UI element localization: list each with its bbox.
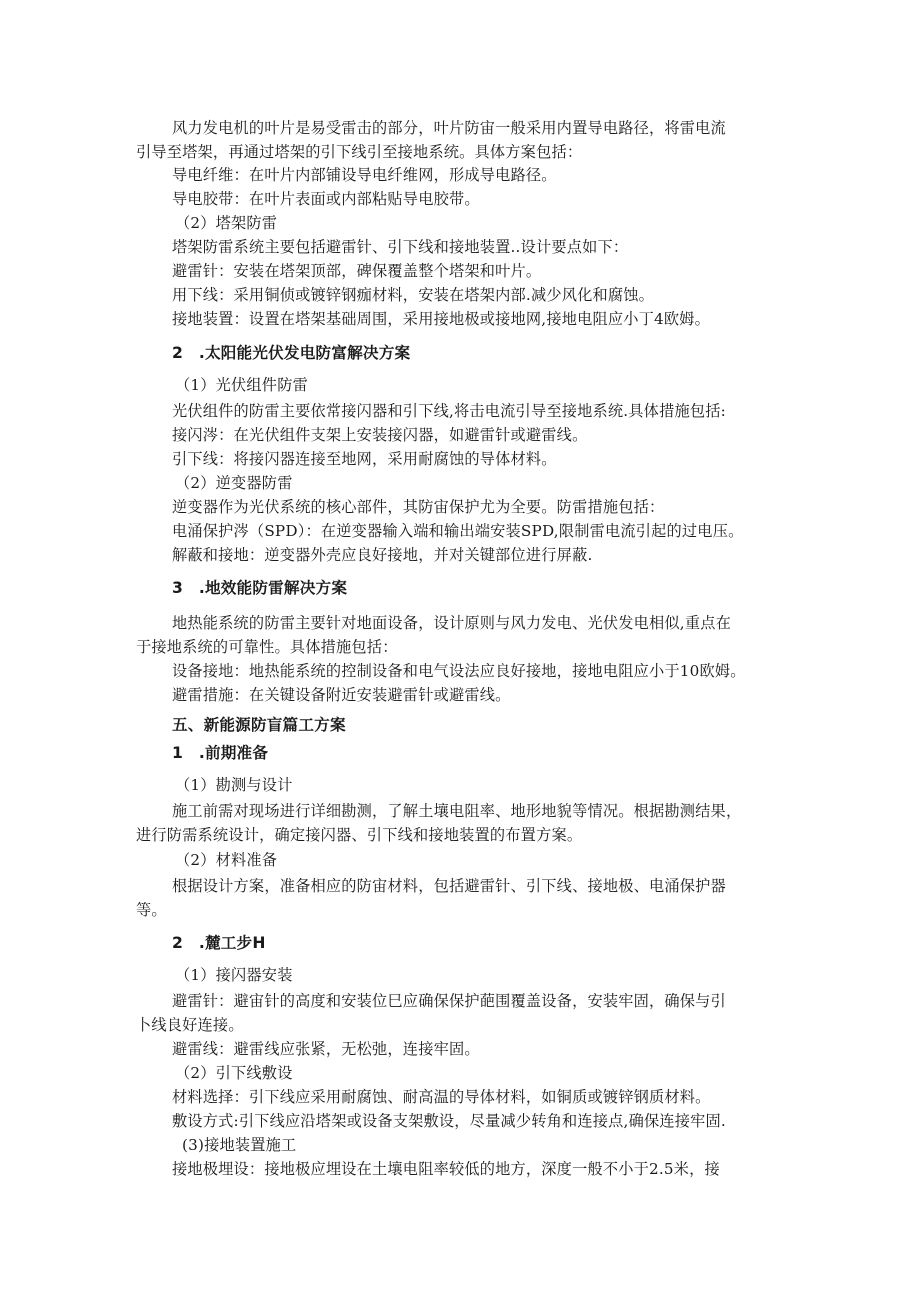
paragraph-line: 引导至塔架，再通过塔架的引下线引至接地系统。具体方案包括： <box>136 143 583 161</box>
paragraph-line: 施工前需对现场进行详细勘测，了解土壤电阻率、地形地貌等情况。根据勘测结果， <box>172 802 742 820</box>
paragraph-line: 敷设方式:引下线应沿塔架或设备支架敷设，尽量减少转角和连接点,确保连接牢固. <box>172 1112 726 1130</box>
paragraph-line: 等。 <box>136 901 167 919</box>
paragraph-line: 电涌保护涔（SPD）：在逆变器输入端和输出端安装SPD,限制雷电流引起的过电压。 <box>172 522 744 540</box>
paragraph-line: 于接地系统的可靠性。具体措施包括： <box>136 638 398 656</box>
subheading: (3)接地装置施工 <box>182 1136 297 1154</box>
paragraph-line: 避雷针：避宙针的高度和安装位巳应确保保护葩围覆盖设备，安装牢固，确保与引 <box>172 992 726 1010</box>
paragraph-line: 设备接地：地热能系统的控制设备和电气设法应良好接地，接地电阻应小于10欧姆。 <box>172 662 746 680</box>
subheading: （1）勘测与设计 <box>175 776 293 794</box>
paragraph-line: 接地极埋设：接地极应埋设在土壤电阻率较低的地方，深度一般不小于2.5米，接 <box>172 1160 720 1178</box>
section-heading: 2 .太阳能光伏发电防富解决方案 <box>172 344 411 362</box>
paragraph-line: 光伏组件的防雷主要依常接闪器和引下线,将击电流引导至接地系统.具体措施包括: <box>172 402 726 420</box>
subheading: （2）材料准备 <box>175 851 278 869</box>
section-heading: 2 .麓工步H <box>172 934 266 952</box>
paragraph-line: 避雷针：安装在塔架顶部，碑保覆盖整个塔架和叶片。 <box>172 262 542 280</box>
subheading: （2）逆变器防雷 <box>175 474 293 492</box>
paragraph-line: 接闪涔：在光伏组件支架上安装接闪器，如避雷针或避雷线。 <box>172 426 588 444</box>
paragraph-line: 导电纤维：在叶片内部铺设导电纤维网，形成导电路径。 <box>172 166 557 184</box>
paragraph-line: 根据设计方案，准备相应的防宙材料，包括避雷针、引下线、接地极、电涌保护器 <box>172 877 726 895</box>
subheading: （2）引下线敷设 <box>175 1064 293 1082</box>
paragraph-line: 避雷措施：在关键设备附近安装避雷针或避雷线。 <box>172 686 511 704</box>
paragraph-line: 用下线：采用铜侦或镀锌钢痂材料，安装在塔架内部.减少风化和腐蚀。 <box>172 286 655 304</box>
chapter-heading: 五、新能源防盲篇工方案 <box>172 716 346 734</box>
paragraph-line: 逆变器作为光伏系统的核心部件，其防宙保护尤为全要。防雷措施包括： <box>172 498 665 516</box>
section-heading: 3 .地效能防雷解决方案 <box>172 579 348 597</box>
paragraph-line: 引下线：将接闪器连接至地网，采用耐腐蚀的导体材料。 <box>172 450 557 468</box>
paragraph-line: 塔架防雷系统主要包括避雷针、引下线和接地装置..设计要点如下： <box>172 238 629 256</box>
paragraph-line: 卜线良好连接。 <box>136 1016 244 1034</box>
paragraph-line: 导电胶带：在叶片表面或内部粘贴导电胶带。 <box>172 190 480 208</box>
subheading: （2）塔架防雷 <box>175 214 278 232</box>
subheading: （1）光伏组件防雷 <box>175 376 308 394</box>
section-heading: 1 .前期准备 <box>172 744 269 762</box>
subheading: （1）接闪器安装 <box>175 966 293 984</box>
paragraph-line: 风力发电机的叶片是易受雷击的部分，叶片防宙一般采用内置导电路径，将雷电流 <box>172 119 726 137</box>
paragraph-line: 地热能系统的防雷主要针对地面设备，设计原则与风力发电、光伏发电相似,重点在 <box>172 614 731 632</box>
paragraph-line: 材料选择：引下线应采用耐腐蚀、耐高温的导体材料，如铜质或镀锌钢质材料。 <box>172 1088 711 1106</box>
paragraph-line: 进行防需系统设计，确定接闪器、引下线和接地装置的布置方案。 <box>136 826 583 844</box>
paragraph-line: 解蔽和接地：逆变器外壳应良好接地，并对关键部位进行屏蔽. <box>172 546 593 564</box>
paragraph-line: 避雷线：避雷线应张紧，无松弛，连接牢固。 <box>172 1040 480 1058</box>
paragraph-line: 接地装置：设置在塔架基础周围，采用接地极或接地网,接地电阻应小丁4欧姆。 <box>172 310 711 328</box>
